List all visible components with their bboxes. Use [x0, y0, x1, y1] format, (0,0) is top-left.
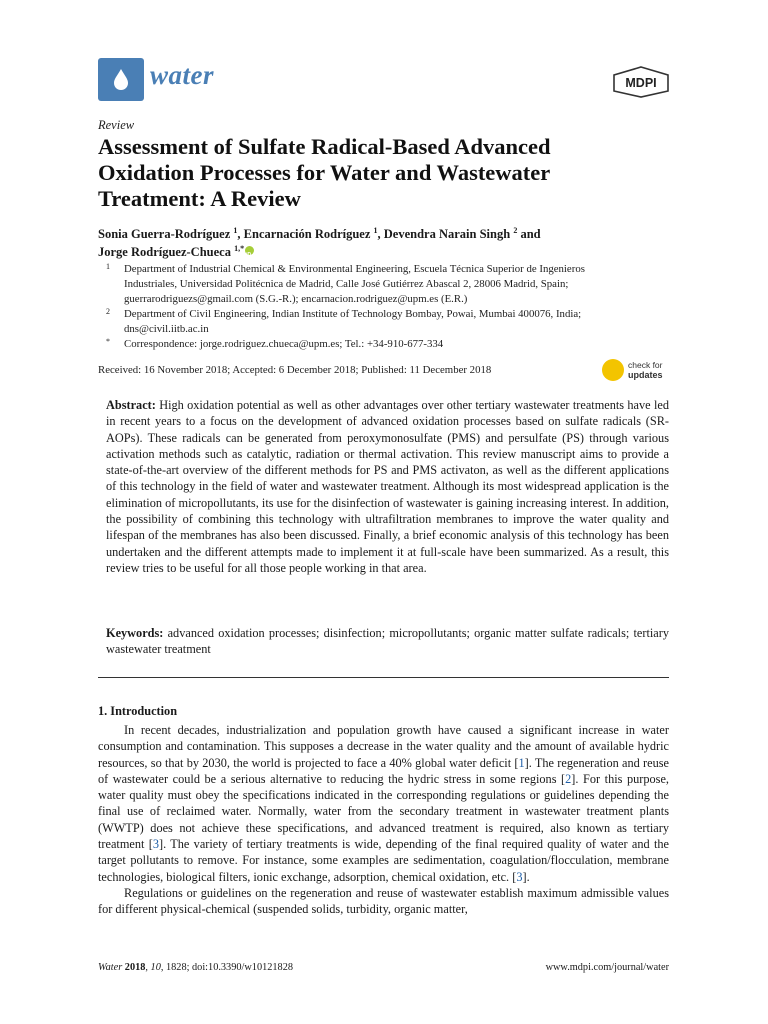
check-updates-label: updates	[628, 370, 663, 380]
author-line	[98, 225, 668, 243]
author-name[interactable]: Jorge Rodríguez-Chueca	[98, 245, 235, 259]
water-drop-icon	[98, 58, 144, 101]
affiliation-mark: 1	[106, 262, 110, 271]
paragraph-text: ].	[522, 869, 530, 884]
keywords-text: advanced oxidation processes; disinfection; micropollutants; organic matter sulfate radicals; tertiary wastewater treatment	[106, 626, 669, 657]
citation-link[interactable]: 1	[518, 755, 525, 770]
introduction-body	[98, 722, 669, 918]
paragraph-text: ]. The regeneration and reuse of wastewater could be a serious alternative to reducing the hydric stress in some regions [	[98, 755, 669, 786]
title-line: Assessment of Sulfate Radical-Based Advanced	[98, 134, 551, 159]
citation-link[interactable]: 2	[565, 771, 572, 786]
citation-link[interactable]: 3	[516, 869, 523, 884]
footer-journal: Water	[98, 962, 123, 973]
article-title	[98, 134, 658, 212]
citation-footer: Water 2018, 10, 1828; doi:10.3390/w10121828	[98, 962, 293, 973]
title-line: Oxidation Processes for Water and Wastewater	[98, 160, 551, 185]
section-divider	[98, 677, 669, 678]
check-updates-icon	[602, 359, 624, 381]
author-name[interactable]: , Devendra Narain Singh	[377, 227, 514, 241]
affiliation-mark: *	[106, 337, 110, 346]
publication-dates: Received: 16 November 2018; Accepted: 6 December 2018; Published: 11 December 2018	[98, 364, 492, 376]
keywords-label: Keywords:	[106, 626, 164, 640]
correspondence-line[interactable]: Correspondence: jorge.rodriguez.chueca@upm.es; Tel.: +34-910-677-334	[124, 338, 444, 350]
affiliation-sup: 1	[233, 225, 238, 235]
affiliation-line[interactable]: dns@civil.iitb.ac.in	[124, 323, 209, 335]
paragraph-text: In recent decades, industrialization and population growth have caused a significant increase in water consumption and contamination. This supposes a decrease in the water quality and the amount of available hydric resources, so that by 2030, the world is projected to face a 40% global water deficit [	[98, 723, 669, 770]
footer-doi[interactable]: , 1828; doi:10.3390/w10121828	[160, 962, 293, 973]
affiliations	[98, 262, 678, 352]
author-name[interactable]: Sonia Guerra-Rodríguez	[98, 227, 234, 241]
mdpi-logo[interactable]	[612, 66, 670, 98]
footer-volume: 10	[150, 962, 161, 973]
orcid-icon[interactable]	[245, 246, 254, 255]
citation-link[interactable]: 3	[152, 837, 159, 852]
journal-url[interactable]: www.mdpi.com/journal/water	[545, 962, 669, 973]
footer-year: 2018	[124, 962, 146, 973]
affiliation-2	[98, 307, 678, 337]
paragraph-text: ]. The variety of tertiary treatments is wide, depending of the final required quality of water and the target pollutants to remove. For instance, some examples are sedimentation, coagulation/flocculation, membrane technologies, biological filters, ionic exchange, adsorption, chemical oxidation, etc. [	[98, 837, 669, 884]
check-updates-label: check for	[628, 360, 663, 370]
affiliation-sup: 2	[513, 225, 518, 235]
author-conjunction: and	[517, 227, 541, 241]
author-line	[98, 243, 668, 261]
affiliation-line: Department of Industrial Chemical & Environmental Engineering, Escuela Técnica Superior de Ingenieros	[124, 263, 585, 275]
abstract	[106, 397, 669, 576]
affiliation-sup: 1,*	[234, 243, 245, 253]
correspondence	[98, 337, 678, 352]
affiliation-line: Industriales, Universidad Politécnica de Madrid, Calle José Gutiérrez Abascal 2, 28006 Madrid, Spain;	[124, 278, 569, 290]
keywords	[106, 625, 669, 658]
affiliation-mark: 2	[106, 307, 110, 316]
abstract-text: High oxidation potential as well as other advantages over other tertiary wastewater treatments have led in recent years to a focus on the development of advanced oxidation processes based on sulfate radicals (SR-AOPs). These radicals can be generated from peroxymonosulfate (PMS) and persulfate (PS) through various activation methods such as catalytic, radiation or thermal activation. This review manuscript aims to provide a state-of-the-art overview of the different methods for PS and PMS activaton, as well as the different applications of this technology in the field of water and wastewater treatment. Although its most widespread application is the elimination of micropollutants, its use for the disinfection of wastewater is gaining increasing interest. In addition, the possibility of combining this technology with ultrafiltration membranes to improve the water quality and lifespan of the membranes has also been discussed. Finally, a brief economic analysis of this technology has been undertaken and the different attempts made to implement it at full-scale have been summarized. As a result, this review tries to be useful for all those people working in that area.	[106, 398, 669, 575]
author-list	[98, 225, 668, 261]
title-line: Treatment: A Review	[98, 186, 301, 211]
affiliation-sup: 1	[373, 225, 378, 235]
journal-name: water	[150, 60, 215, 90]
journal-logo	[98, 58, 144, 101]
paragraph	[98, 722, 669, 885]
paragraph: Regulations or guidelines on the regeneration and reuse of wastewater establish maximum admissible values for different physical-chemical (suspended solids, turbidity, organic matter,	[98, 885, 669, 917]
abstract-label: Abstract:	[106, 398, 156, 412]
check-for-updates-button[interactable]	[602, 357, 674, 383]
author-name[interactable]: , Encarnación Rodríguez	[237, 227, 374, 241]
affiliation-line: Department of Civil Engineering, Indian Institute of Technology Bombay, Powai, Mumbai 400076, India;	[124, 308, 582, 320]
affiliation-1	[98, 262, 678, 307]
affiliation-line[interactable]: guerrarodriguezs@gmail.com (S.G.-R.); encarnacion.rodriguez@upm.es (E.R.)	[124, 293, 468, 305]
mdpi-logo-text: MDPI	[625, 76, 657, 90]
paragraph-text: ]. For this purpose, water quality must obey the specifications indicated in the corresponding regulations or guidelines depending the final use of reclaimed water. Normally, water from the secondary treatment in wastewater treatment plants (WWTP) does not achieve these specifications, and advanced treatment is required, also known as tertiary treatment [	[98, 771, 669, 852]
article-type: Review	[98, 118, 135, 132]
section-heading: 1. Introduction	[98, 704, 178, 718]
